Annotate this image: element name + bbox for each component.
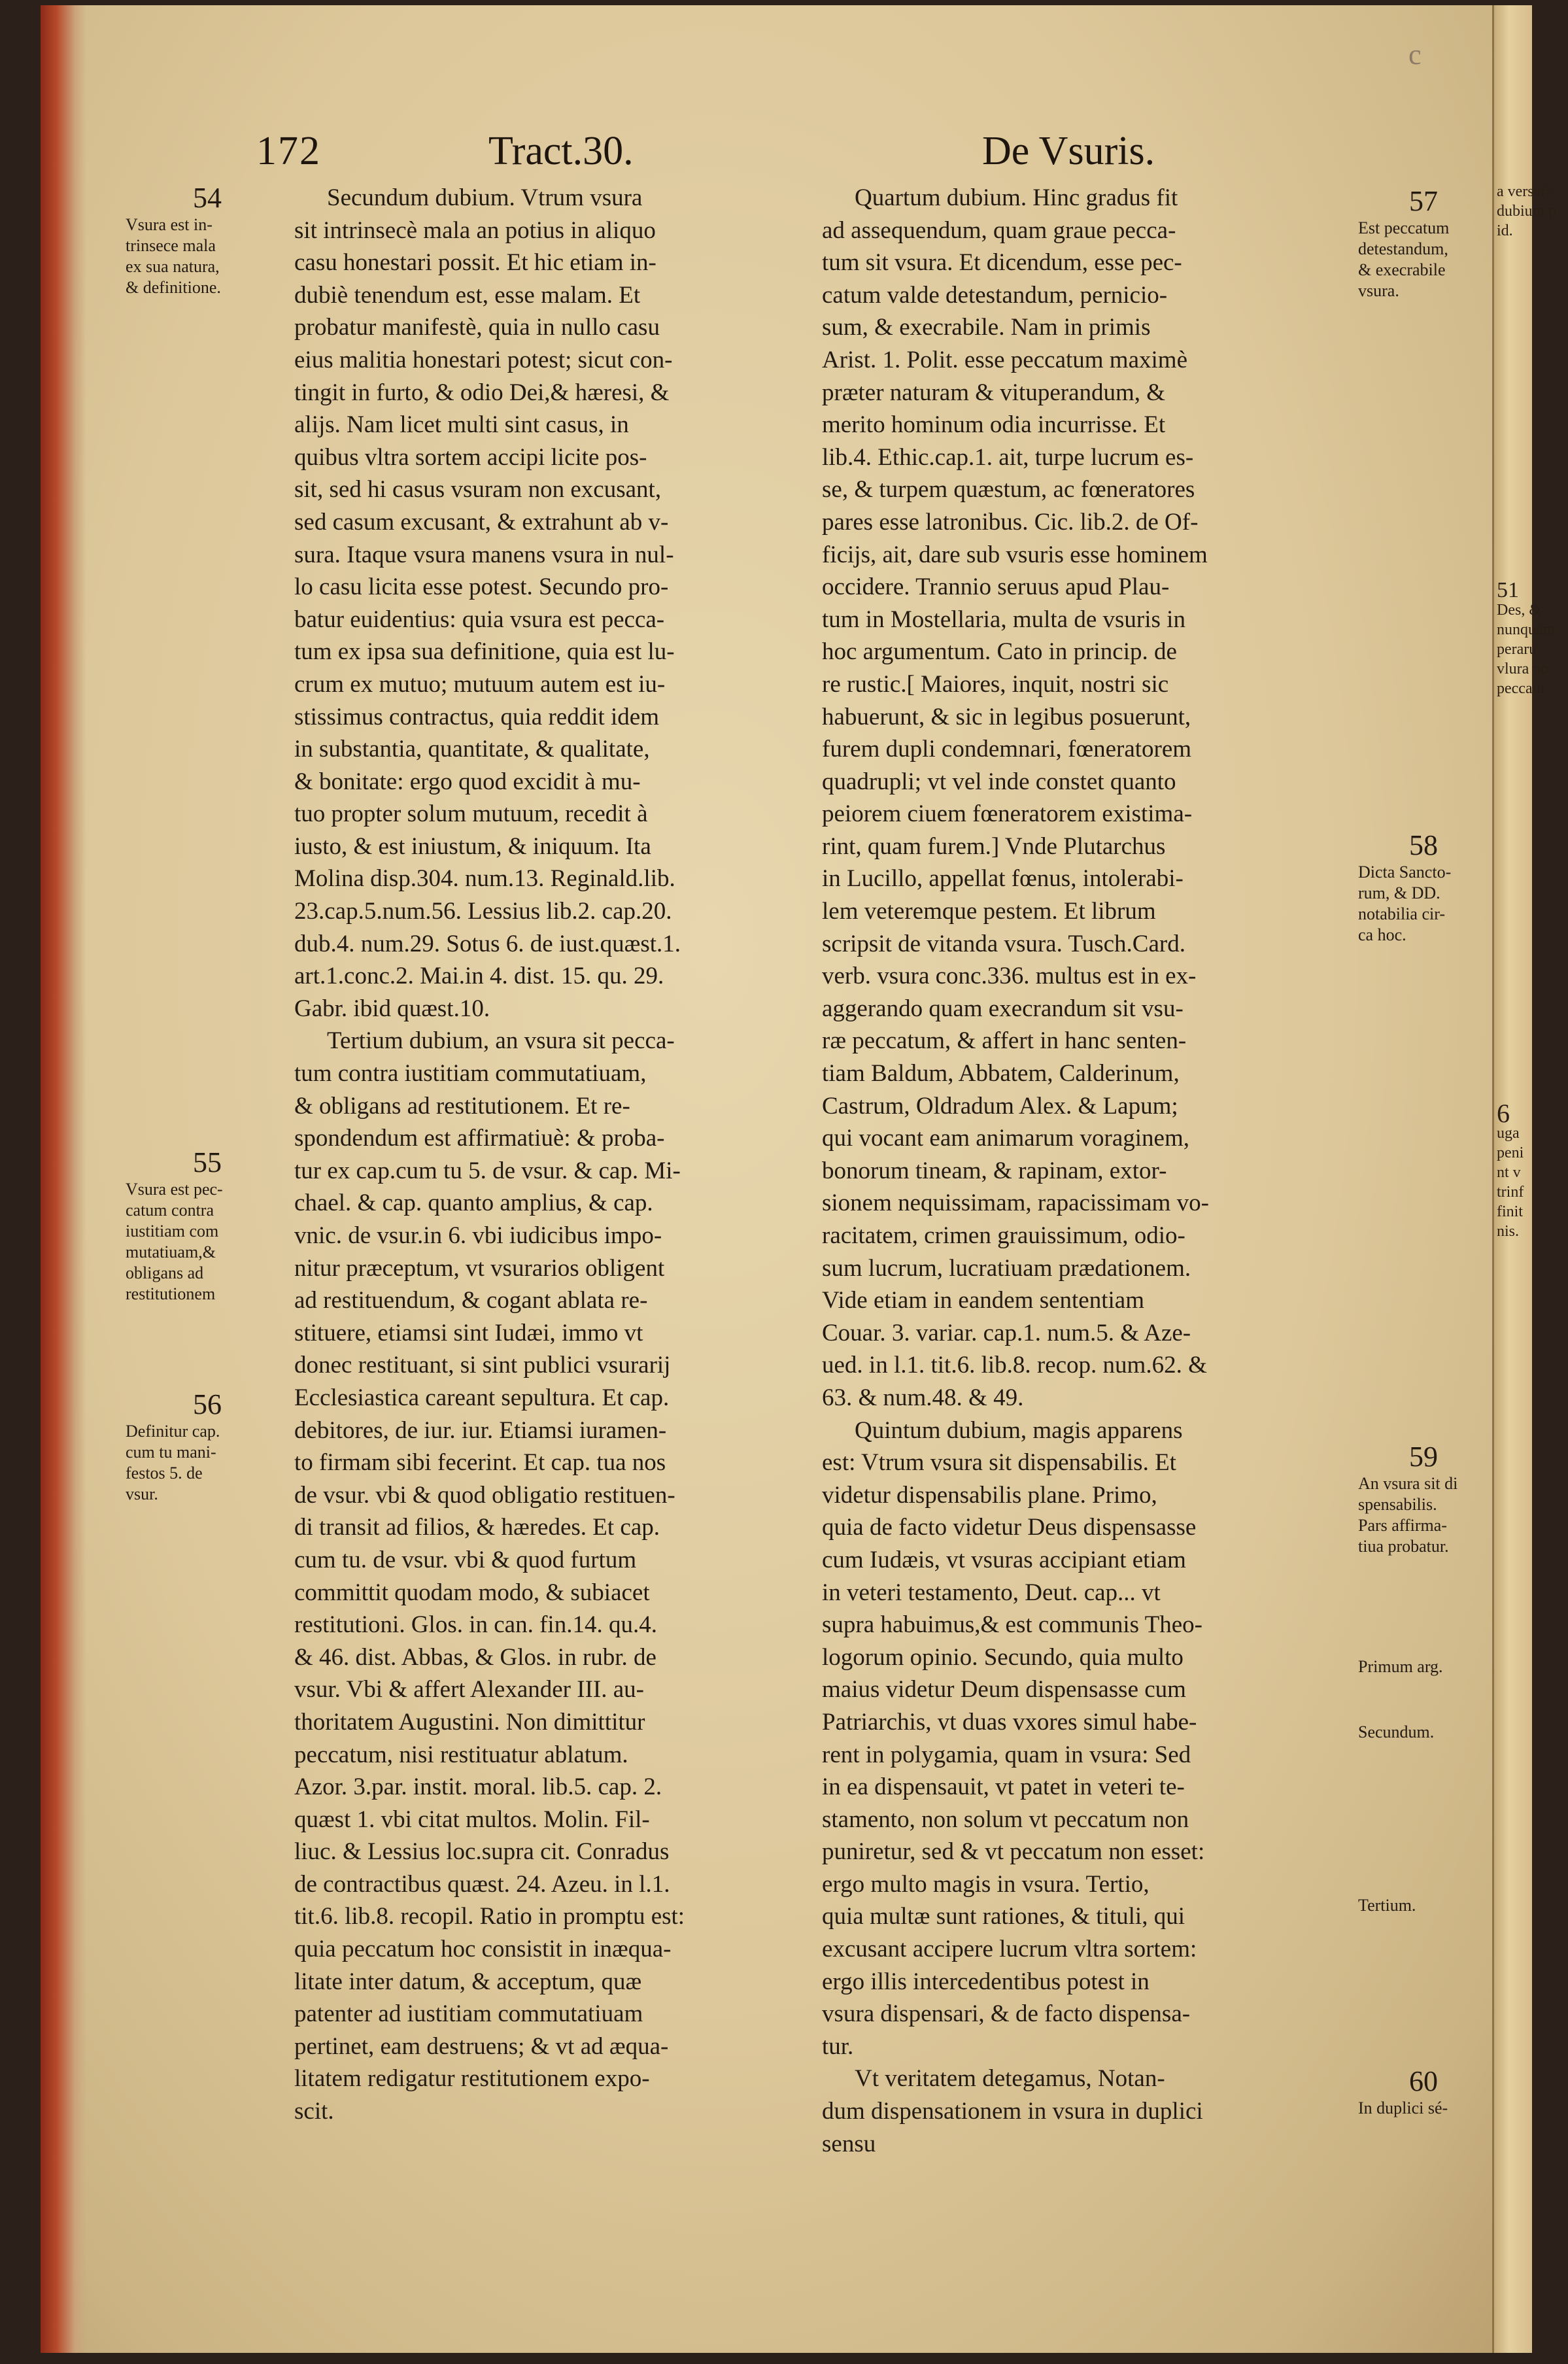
text-line: chael. & cap. quanto amplius, & cap. [294, 1190, 653, 1217]
running-title-left: Tract.30. [488, 129, 634, 173]
text-line: iusto, & est iniustum, & iniquum. Ita [294, 832, 651, 860]
text-line: casu honestari possit. Et hic etiam in- [294, 249, 656, 277]
text-line: sed casum excusant, & extrahunt ab v- [294, 508, 669, 536]
text-line: stituere, etiamsi sint Iudæi, immo vt [294, 1319, 643, 1346]
margin-note-55: 55 Vsura est pec- catum contra iustitiam com mutatiuam,& obligans ad restitutionem [126, 1146, 223, 1303]
text-line: bonorum tineam, & rapinam, extor- [822, 1157, 1167, 1184]
text-line: Tertium dubium, an vsura sit pecca- [327, 1027, 675, 1055]
text-line: & obligans ad restitutionem. Et re- [294, 1092, 630, 1120]
text-line: se, & turpem quæstum, ac fœneratores [822, 476, 1195, 504]
text-line: donec restituant, si sint publici vsurarij [294, 1352, 671, 1379]
text-line: committit quodam modo, & subiacet [294, 1579, 650, 1606]
text-line: Quintum dubium, magis apparens [855, 1416, 1183, 1444]
margin-note-59: 59 An vsura sit di spensabilis. Pars affirma- tiua probatur. [1358, 1441, 1458, 1556]
text-line: maius videtur Deum dispensasse cum [822, 1676, 1186, 1704]
text-line: & 46. dist. Abbas, & Glos. in rubr. de [294, 1643, 656, 1671]
text-line: tum in Mostellaria, multa de vsuris in [822, 606, 1185, 633]
text-line: sum, & execrabile. Nam in primis [822, 314, 1151, 341]
margin-note-58: 58 Dicta Sancto- rum, & DD. notabilia cir- ca hoc. [1358, 829, 1452, 944]
text-line: racitatem, crimen grauissimum, odio- [822, 1222, 1185, 1249]
text-line: tum ex ipsa sua definitione, quia est lu- [294, 638, 675, 666]
text-line: Azor. 3.par. instit. moral. lib.5. cap. 2. [294, 1773, 662, 1801]
text-line: art.1.conc.2. Mai.in 4. dist. 15. qu. 29. [294, 963, 664, 990]
text-line: in ea dispensauit, vt patet in veteri te- [822, 1773, 1185, 1801]
page-gutter [41, 5, 86, 2353]
next-page-fragment: a versari dubium p id. [1497, 183, 1557, 239]
text-line: dub.4. num.29. Sotus 6. de iust.quæst.1. [294, 930, 681, 957]
text-line: de vsur. vbi & quod obligatio restituen- [294, 1481, 675, 1509]
text-line: crum ex mutuo; mutuum autem est iu- [294, 670, 666, 698]
text-line: liuc. & Lessius loc.supra cit. Conradus [294, 1838, 670, 1866]
margin-note-primum: Primum arg. [1358, 1657, 1443, 1676]
text-line: Vide etiam in eandem sententiam [822, 1287, 1144, 1314]
text-line: vnic. de vsur.in 6. vbi iudicibus impo- [294, 1222, 662, 1249]
text-line: quia peccatum hoc consistit in inæqua- [294, 1936, 672, 1963]
text-line: hoc argumentum. Cato in princip. de [822, 638, 1177, 666]
page-number: 172 [256, 129, 321, 173]
text-column-right [822, 182, 1371, 2160]
next-page-fragment: 51 Des, & nunquam peraru vlura no peccatu [1497, 578, 1556, 697]
text-line: quibus vltra sortem accipi licite pos- [294, 443, 647, 471]
text-line: Castrum, Oldradum Alex. & Lapum; [822, 1092, 1178, 1120]
text-line: pares esse latronibus. Cic. lib.2. de Of- [822, 508, 1199, 536]
text-line: puniretur, sed & vt peccatum non esset: [822, 1838, 1205, 1866]
text-line: quæst 1. vbi citat multos. Molin. Fil- [294, 1806, 650, 1833]
text-line: in veteri testamento, Deut. cap... vt [822, 1579, 1161, 1606]
text-line: ad assequendum, quam graue pecca- [822, 216, 1176, 244]
text-line: Patriarchis, vt duas vxores simul habe- [822, 1708, 1197, 1736]
text-line: est: Vtrum vsura sit dispensabilis. Et [822, 1449, 1176, 1477]
text-line: 23.cap.5.num.56. Lessius lib.2. cap.20. [294, 898, 672, 925]
text-line: spondendum est affirmatiuè: & proba- [294, 1125, 665, 1152]
text-line: logorum opinio. Secundo, quia multo [822, 1643, 1184, 1671]
text-line: sum lucrum, lucratiuam prædationem. [822, 1254, 1191, 1282]
text-line: occidere. Trannio seruus apud Plau- [822, 574, 1170, 601]
text-line: cum Iudæis, vt vsuras accipiant etiam [822, 1546, 1186, 1573]
text-line: quia multæ sunt rationes, & tituli, qui [822, 1903, 1185, 1930]
text-column-left [294, 182, 850, 2128]
text-line: nitur præceptum, vt vsurarios obligent [294, 1254, 665, 1282]
text-line: supra habuimus,& est communis Theo- [822, 1611, 1202, 1639]
margin-note-tertium: Tertium. [1358, 1896, 1416, 1915]
text-line: Gabr. ibid quæst.10. [294, 995, 490, 1022]
text-line: tum sit vsura. Et dicendum, esse pec- [822, 249, 1182, 277]
text-line: qui vocant eam animarum voraginem, [822, 1125, 1190, 1152]
text-line: 63. & num.48. & 49. [822, 1384, 1024, 1411]
text-line: de contractibus quæst. 24. Azeu. in l.1. [294, 1870, 670, 1898]
text-line: quadrupli; vt vel inde constet quanto [822, 768, 1176, 795]
text-line: debitores, de iur. iur. Etiamsi iuramen- [294, 1416, 667, 1444]
text-line: sionem nequissimam, rapacissimam vo- [822, 1190, 1209, 1217]
text-line: alijs. Nam licet multi sint casus, in [294, 411, 629, 439]
text-line: batur euidentius: quia vsura est pecca- [294, 606, 665, 633]
text-line: catum valde detestandum, pernicio- [822, 281, 1168, 309]
text-line: tur. [822, 2032, 854, 2060]
text-line: litate inter datum, & acceptum, quæ [294, 1968, 642, 1995]
text-line: vsura dispensari, & de facto dispensa- [822, 2000, 1191, 2028]
text-line: Quartum dubium. Hinc gradus fit [855, 184, 1178, 211]
margin-note-60: 60 In duplici sé- [1358, 2065, 1448, 2117]
text-line: quia de facto videtur Deus dispensasse [822, 1514, 1197, 1541]
text-line: excusant accipere lucrum vltra sortem: [822, 1936, 1197, 1963]
text-line: tuo propter solum mutuum, recedit à [294, 800, 648, 828]
margin-note-secundum: Secundum. [1358, 1722, 1435, 1741]
text-line: Molina disp.304. num.13. Reginald.lib. [294, 865, 675, 893]
text-line: sit, sed hi casus vsuram non excusant, [294, 476, 662, 504]
margin-note-56: 56 Definitur cap. cum tu mani- festos 5. de vsur. [126, 1388, 222, 1503]
text-line: ergo illis intercedentibus potest in [822, 1968, 1150, 1995]
margin-note-54: 54 Vsura est in- trinsece mala ex sua natura, & definitione. [126, 182, 222, 297]
text-line: probatur manifestè, quia in nullo casu [294, 314, 660, 341]
text-line: in Lucillo, appellat fœnus, intolerabi- [822, 865, 1184, 893]
text-line: videtur dispensabilis plane. Primo, [822, 1481, 1157, 1509]
text-line: Arist. 1. Polit. esse peccatum maximè [822, 346, 1187, 373]
text-line: sura. Itaque vsura manens vsura in nul- [294, 541, 674, 568]
text-line: to firmam sibi fecerint. Et cap. tua nos [294, 1449, 666, 1477]
text-line: pertinet, eam destruens; & vt ad æqua- [294, 2032, 669, 2060]
text-line: Vt veritatem detegamus, Notan- [855, 2065, 1165, 2093]
text-line: di transit ad filios, & hæredes. Et cap. [294, 1514, 660, 1541]
text-line: sit intrinsecè mala an potius in aliquo [294, 216, 656, 244]
text-line: lem veteremque pestem. Et librum [822, 898, 1156, 925]
text-line: vsur. Vbi & affert Alexander III. au- [294, 1676, 644, 1704]
corner-pencil-mark: c [1408, 39, 1422, 71]
text-line: & bonitate: ergo quod excidit à mu- [294, 768, 641, 795]
text-line: restitutioni. Glos. in can. fin.14. qu.4. [294, 1611, 657, 1639]
text-line: tit.6. lib.8. recopil. Ratio in promptu est: [294, 1903, 685, 1930]
text-line: ad restituendum, & cogant ablata re- [294, 1287, 648, 1314]
text-line: stissimus contractus, quia reddit idem [294, 703, 659, 730]
text-line: stamento, non solum vt peccatum non [822, 1806, 1189, 1833]
text-line: scripsit de vitanda vsura. Tusch.Card. [822, 930, 1185, 957]
text-line: merito hominum odia incurrisse. Et [822, 411, 1166, 439]
text-line: dubiè tenendum est, esse malam. Et [294, 281, 641, 309]
adjacent-page-edge [1492, 5, 1557, 2353]
book-page [41, 5, 1557, 2353]
text-line: patenter ad iustitiam commutatiuam [294, 2000, 643, 2028]
running-title-right: De Vsuris. [982, 129, 1155, 173]
next-page-fragment: 6 uga peni nt v trinf finit nis. [1497, 1099, 1524, 1240]
text-line: litatem redigatur restitutionem expo- [294, 2065, 650, 2093]
text-line: lo casu licita esse potest. Secundo pro- [294, 574, 669, 601]
text-line: tum contra iustitiam commutatiuam, [294, 1060, 647, 1088]
text-line: verb. vsura conc.336. multus est in ex- [822, 963, 1197, 990]
text-line: ficijs, ait, dare sub vsuris esse hominem [822, 541, 1208, 568]
text-line: tur ex cap.cum tu 5. de vsur. & cap. Mi- [294, 1157, 681, 1184]
text-line: ergo multo magis in vsura. Tertio, [822, 1870, 1150, 1898]
text-line: Couar. 3. variar. cap.1. num.5. & Aze- [822, 1319, 1191, 1346]
text-line: in substantia, quantitate, & qualitate, [294, 736, 650, 763]
text-line: tiam Baldum, Abbatem, Calderinum, [822, 1060, 1180, 1088]
text-line: ued. in l.1. tit.6. lib.8. recop. num.62. & [822, 1352, 1207, 1379]
text-line: peccatum, nisi restituatur ablatum. [294, 1741, 628, 1768]
text-line: peiorem ciuem fœneratorem existima- [822, 800, 1193, 828]
text-line: sensu [822, 2130, 876, 2157]
text-line: præter naturam & vituperandum, & [822, 379, 1166, 406]
text-line: scit. [294, 2098, 334, 2125]
text-line: ræ peccatum, & affert in hanc senten- [822, 1027, 1187, 1055]
text-line: dum dispensationem in vsura in duplici [822, 2098, 1203, 2125]
text-line: cum tu. de vsur. vbi & quod furtum [294, 1546, 637, 1573]
text-line: tingit in furto, & odio Dei,& hæresi, & [294, 379, 670, 406]
text-line: lib.4. Ethic.cap.1. ait, turpe lucrum es- [822, 443, 1194, 471]
text-line: rent in polygamia, quam in vsura: Sed [822, 1741, 1191, 1768]
text-line: thoritatem Augustini. Non dimittitur [294, 1708, 645, 1736]
text-line: rint, quam furem.] Vnde Plutarchus [822, 832, 1166, 860]
text-line: re rustic.[ Maiores, inquit, nostri sic [822, 670, 1169, 698]
text-line: eius malitia honestari potest; sicut con- [294, 346, 673, 373]
text-line: aggerando quam execrandum sit vsu- [822, 995, 1184, 1022]
text-line: furem dupli condemnari, fœneratorem [822, 736, 1192, 763]
text-line: Ecclesiastica careant sepultura. Et cap. [294, 1384, 670, 1411]
text-line: habuerunt, & sic in legibus posuerunt, [822, 703, 1191, 730]
margin-note-57: 57 Est peccatum detestandum, & execrabile vsura. [1358, 185, 1450, 300]
text-line: Secundum dubium. Vtrum vsura [327, 184, 643, 211]
